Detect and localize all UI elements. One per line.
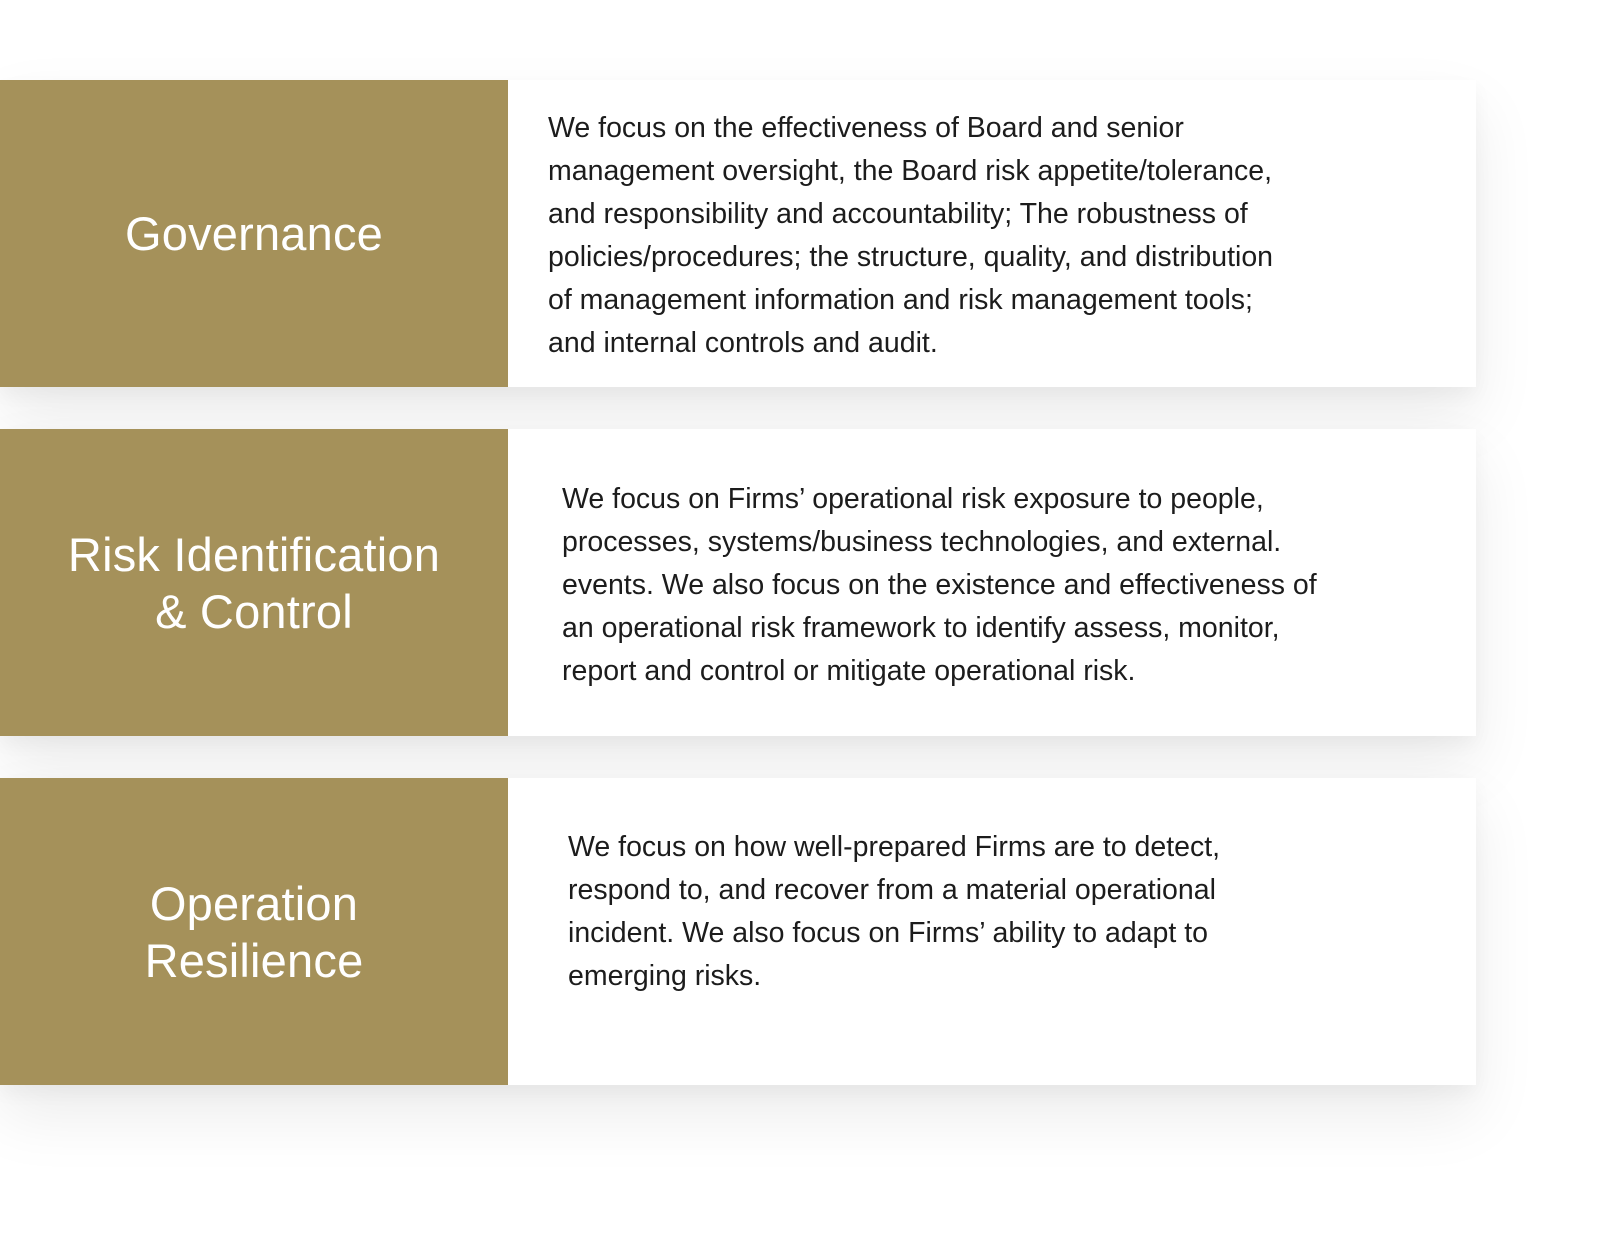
description-line: and responsibility and accountability; The robustness of (548, 198, 1248, 230)
description-line: We focus on the effectiveness of Board and senior (548, 112, 1184, 144)
section-operation-resilience (0, 778, 1476, 1085)
description-line: and internal controls and audit. (548, 327, 938, 359)
section-governance (0, 80, 1476, 387)
description-line: emerging risks. (568, 960, 762, 992)
section-title: Operation Resilience (144, 876, 364, 987)
section-description-panel (508, 429, 1476, 736)
description-line: incident. We also focus on Firms’ ability to adapt to (568, 917, 1208, 949)
description-line: report and control or mitigate operational risk. (562, 655, 1136, 687)
section-risk-identification (0, 429, 1476, 736)
section-title-panel (0, 778, 508, 1085)
description-line: an operational risk framework to identify assess, monitor, (562, 612, 1280, 644)
section-title: Risk Identification & Control (67, 527, 441, 638)
section-description (548, 107, 1273, 365)
description-line: management oversight, the Board risk appetite/tolerance, (548, 155, 1272, 187)
description-line: respond to, and recover from a material operational (568, 874, 1216, 906)
description-line: events. We also focus on the existence and effectiveness of (562, 569, 1317, 601)
section-description (568, 826, 1220, 998)
section-description-panel (508, 778, 1476, 1085)
description-line: processes, systems/business technologies, and external. (562, 526, 1282, 558)
description-line: policies/procedures; the structure, quality, and distribution (548, 241, 1274, 273)
description-line: We focus on Firms’ operational risk exposure to people, (562, 483, 1264, 515)
section-description-panel (508, 80, 1476, 387)
section-title-panel (0, 80, 508, 387)
section-title-panel (0, 429, 508, 736)
section-description (562, 478, 1317, 693)
description-line: We focus on how well-prepared Firms are to detect, (568, 831, 1221, 863)
section-title: Governance (124, 207, 384, 260)
description-line: of management information and risk management tools; (548, 284, 1253, 316)
